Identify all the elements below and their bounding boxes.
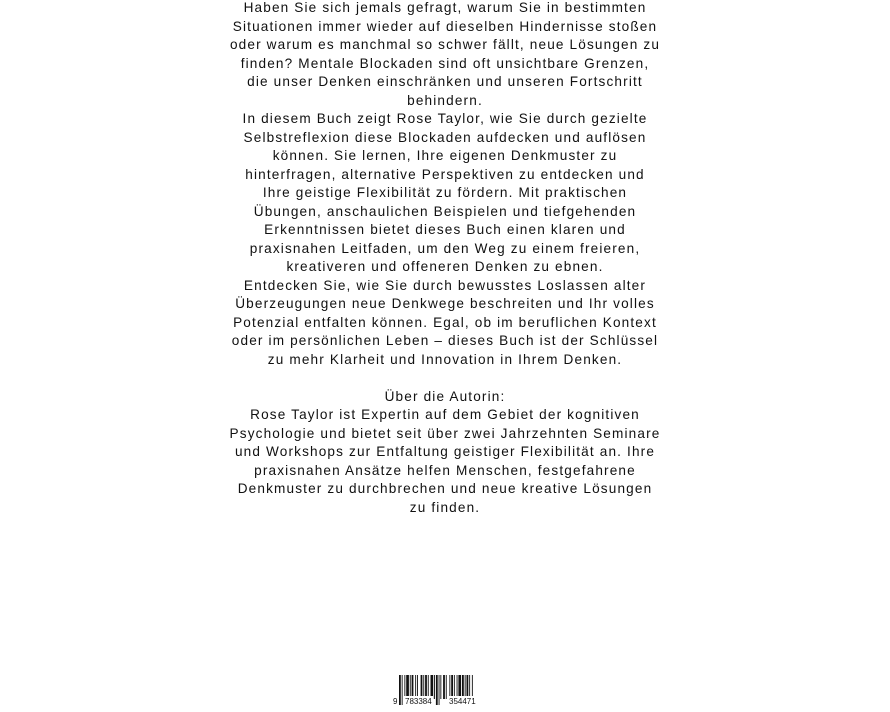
isbn-barcode	[392, 675, 494, 707]
blurb-paragraph-2: In diesem Buch zeigt Rose Taylor, wie Sie durch gezielte Selbstreflexion diese Blockaden aufdecken und auflösen können. Sie lernen, Ihre eigenen Denkmuster zu hinterfragen, alternative Perspektiven zu entdecken und Ihre geistige Flexibilität zu fördern. Mit praktischen Übungen, anschaulichen Beispielen und tiefgehenden Erkenntnissen bietet dieses Buch einen klaren und praxisnahen Leitfaden, um den Weg zu einem freieren, kreativeren und offeneren Denken zu ebnen.	[242, 111, 648, 274]
blurb-paragraph-1: Haben Sie sich jemals gefragt, warum Sie in bestimmten Situationen immer wieder auf dieselben Hindernisse stoßen oder warum es manchmal so schwer fällt, neue Lösungen zu finden? Mentale Blockaden sind oft unsichtbare Grenzen, die unser Denken einschränken und unseren Fortschritt behindern.	[229, 0, 661, 108]
author-heading: Über die Autorin:	[384, 388, 506, 404]
author-bio: Rose Taylor ist Expertin auf dem Gebiet der kognitiven Psychologie und bietet seit über zwei Jahrzehnten Seminare und Workshops zur Entfaltung geistiger Flexibilität an. Ihre praxisnahen Ansätze helfen Menschen, festgefahrene Denkmuster zu durchbrechen und neue kreative Lösungen zu finden.	[229, 407, 661, 515]
barcode-digits-right: 354471	[449, 697, 476, 706]
back-cover-text	[215, 0, 675, 517]
barcode-digits-left: 783384	[405, 697, 432, 706]
blurb-paragraph-3: Entdecken Sie, wie Sie durch bewusstes Loslassen alter Überzeugungen neue Denkwege beschreiten und Ihr volles Potenzial entfalten können. Egal, ob im beruflichen Kontext oder im persönlichen Leben – dieses Buch ist der Schlüssel zu mehr Klarheit und Innovation in Ihrem Denken.	[231, 277, 659, 367]
barcode-digits	[392, 696, 494, 707]
barcode-digit-first: 9	[393, 697, 398, 706]
section-spacer	[215, 369, 675, 388]
